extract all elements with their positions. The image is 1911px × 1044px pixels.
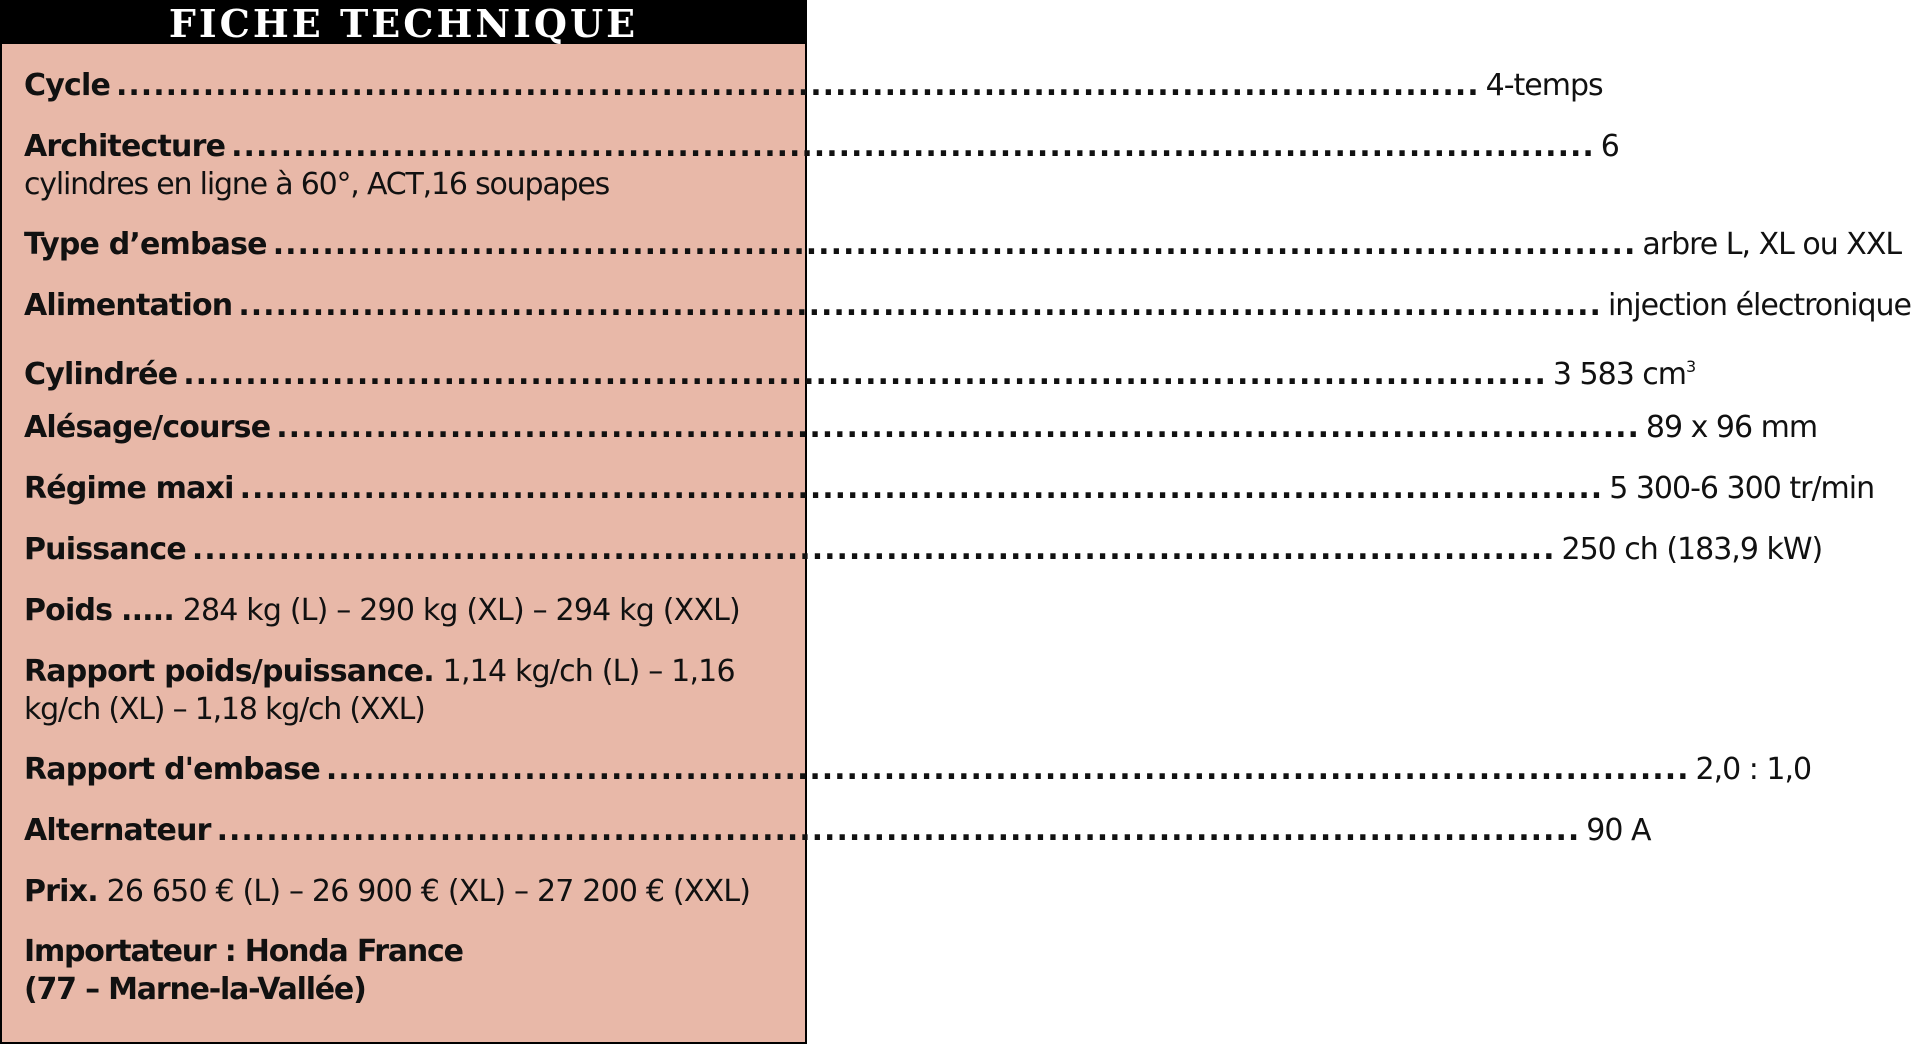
spec-value: 284 kg (L) – 290 kg (XL) – 294 kg (XXL) xyxy=(182,593,740,628)
spec-value: 5 300-6 300 tr/min xyxy=(1609,471,1875,506)
dot-leader: .............................................................................................................. xyxy=(238,288,1602,323)
importer-line-1: Importateur : Honda France xyxy=(24,934,463,969)
spec-value: injection électronique xyxy=(1607,288,1911,323)
spec-label: Alternateur xyxy=(24,813,211,848)
spec-value: 250 ch (183,9 kW) xyxy=(1561,532,1823,567)
spec-row-cylindree xyxy=(24,348,1696,394)
spec-row-alesage xyxy=(24,409,1818,447)
spec-value: 26 650 € (L) – 26 900 € (XL) – 27 200 € (XXL) xyxy=(106,874,751,909)
spec-label: Poids xyxy=(24,593,113,628)
spec-value: arbre L, XL ou XXL xyxy=(1642,227,1902,262)
spec-label: Prix. xyxy=(24,874,98,909)
spec-continuation: cylindres en ligne à 60°, ACT,16 soupapes xyxy=(24,167,610,202)
spec-label: Alimentation xyxy=(24,288,233,323)
spec-row-poids xyxy=(24,592,782,630)
spec-row-alimentation xyxy=(24,287,1911,325)
spec-label: Architecture xyxy=(24,129,226,164)
spec-label: Type d’embase xyxy=(24,227,267,262)
sheet-title: FICHE TECHNIQUE xyxy=(168,1,639,46)
spec-label: Régime maxi xyxy=(24,471,234,506)
spec-value: 89 x 96 mm xyxy=(1645,410,1818,445)
dot-leader: .............................................................................................................. xyxy=(325,752,1690,787)
spec-value: 1,14 kg/ch (L) – 1,16 xyxy=(442,654,735,689)
spec-row-alternateur xyxy=(24,812,1651,850)
dot-leader: .............................................................................................................. xyxy=(116,68,1480,103)
dot-leader: ..... xyxy=(120,593,174,628)
dot-leader: .............................................................................................................. xyxy=(216,813,1581,848)
dot-leader: .............................................................................................................. xyxy=(272,227,1637,262)
dot-leader: .............................................................................................................. xyxy=(183,357,1547,392)
value-text: 3 583 cm xyxy=(1552,357,1687,392)
spec-row-puissance xyxy=(24,531,1823,569)
spec-row-architecture xyxy=(24,128,1619,166)
spec-row-embase xyxy=(24,226,1902,264)
spec-label: Rapport d'embase xyxy=(24,752,320,787)
spec-value: 4-temps xyxy=(1485,68,1603,103)
importer-line-2: (77 – Marne-la-Vallée) xyxy=(24,972,366,1007)
spec-row-prix xyxy=(24,873,782,911)
dot-leader: .............................................................................................................. xyxy=(191,532,1556,567)
spec-value xyxy=(1553,348,1695,394)
spec-continuation: kg/ch (XL) – 1,18 kg/ch (XXL) xyxy=(24,692,425,727)
spec-row-cycle xyxy=(24,67,1603,105)
spec-value: 90 A xyxy=(1586,813,1651,848)
dot-leader: .............................................................................................................. xyxy=(239,471,1604,506)
spec-row-regime xyxy=(24,470,1875,508)
superscript: 3 xyxy=(1686,357,1696,376)
spec-label: Cycle xyxy=(24,68,110,103)
spec-value: 6 xyxy=(1600,129,1619,164)
spec-value: 2,0 : 1,0 xyxy=(1695,752,1812,787)
spec-row-rapport-poids xyxy=(24,653,782,691)
spec-label: Alésage/course xyxy=(24,410,271,445)
spec-label: Cylindrée xyxy=(24,357,178,392)
spec-label: Rapport poids/puissance. xyxy=(24,654,434,689)
dot-leader: .............................................................................................................. xyxy=(276,410,1640,445)
spec-label: Puissance xyxy=(24,532,186,567)
title-bar xyxy=(2,2,805,44)
dot-leader: .............................................................................................................. xyxy=(231,129,1595,164)
spec-row-rapport-embase xyxy=(24,751,1812,789)
